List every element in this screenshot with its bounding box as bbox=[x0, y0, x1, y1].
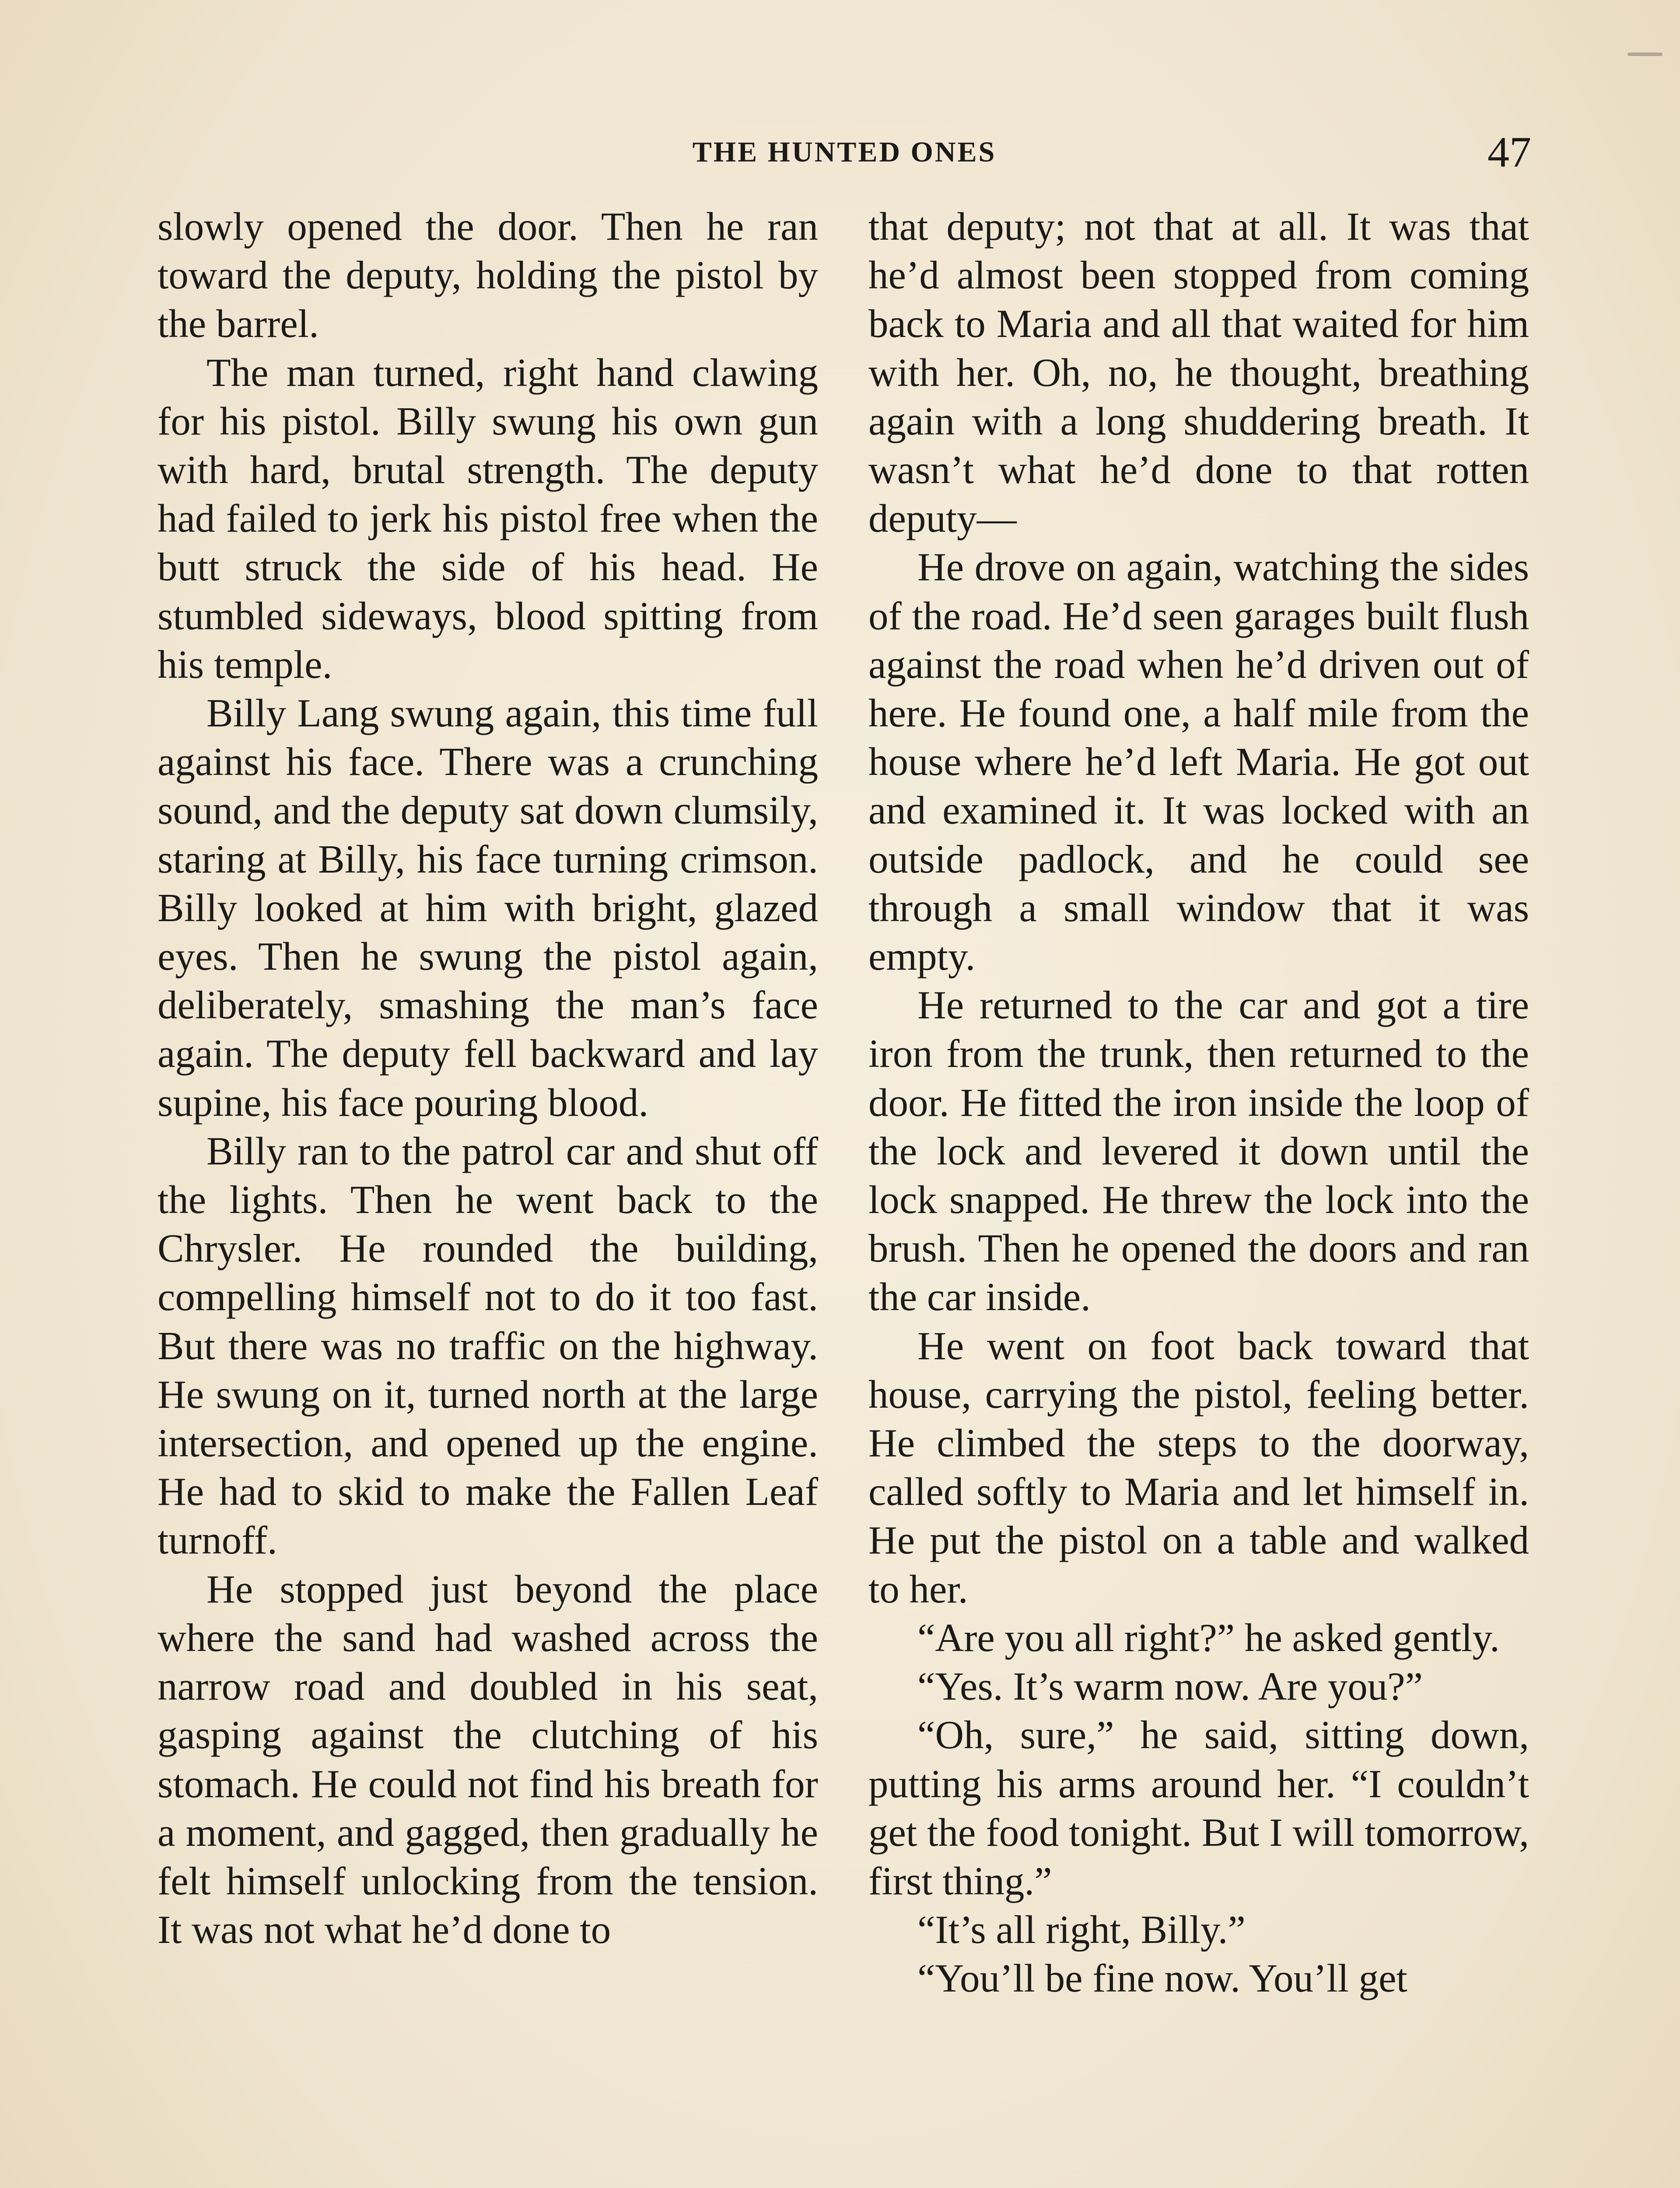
page-number: 47 bbox=[1488, 128, 1531, 176]
running-head: THE HUNTED ONES bbox=[692, 136, 997, 168]
paragraph: The man turned, right hand clawing for his pistol. Billy swung his own gun with hard, brutal strength. The deputy had failed to jerk his pistol free when the butt struck the side of his head. He stumbled sideways, blood spitting from his temple. bbox=[158, 350, 818, 687]
paragraph: He stopped just beyond the place where the sand had washed across the narrow road and doubled in his seat, gasping against the clutching of his stomach. He could not find his breath for a moment, and gagged, then gradually he felt himself unlocking from the tension. It was not what he’d done to bbox=[158, 1567, 818, 1952]
dialogue-line: “Are you all right?” he asked gently. bbox=[917, 1615, 1500, 1660]
dialogue-line: “It’s all right, Billy.” bbox=[917, 1907, 1246, 1952]
dialogue-line: “Oh, sure,” he said, sitting down, putting his arms around her. “I couldn’t get the food tonight. But I will tomorrow, first thing.” bbox=[868, 1713, 1529, 1903]
paragraph: that deputy; not that at all. It was that he’d almost been stopped from coming back to Maria and all that waited for him with her. Oh, no, he thought, breathing again with a long shuddering breath. It wasn’t what he’d done to that rotten deputy— bbox=[868, 204, 1529, 541]
paragraph: He returned to the car and got a tire iron from the trunk, then returned to the door. He fitted the iron inside the loop of the lock and levered it down until the lock snapped. He threw the lock into the brush. Then he opened the doors and ran the car inside. bbox=[868, 983, 1529, 1319]
paragraph: Billy ran to the patrol car and shut off the lights. Then he went back to the Chrysler. He rounded the building, compelling himself not to do it too fast. But there was no traffic on the highway. He swung on it, turned north at the large intersection, and opened up the engine. He had to skid to make the Fallen Leaf turnoff. bbox=[158, 1129, 818, 1563]
dialogue-line: “Yes. It’s warm now. Are you?” bbox=[917, 1664, 1423, 1709]
paragraph: Billy Lang swung again, this time full against his face. There was a crunching sound, and the deputy sat down clumsily, staring at Billy, his face turning crimson. Billy looked at him with bright, glazed eyes. Then he swung the pistol again, deliberately, smashing the man’s face again. The deputy fell backward and lay supine, his face pouring blood. bbox=[158, 691, 818, 1125]
paragraph: He went on foot back toward that house, carrying the pistol, feeling better. He climbed the steps to the doorway, called softly to Maria and let himself in. He put the pistol on a table and walked to her. bbox=[868, 1323, 1529, 1611]
left-column bbox=[158, 202, 818, 1954]
page-edge-mark bbox=[1628, 53, 1662, 56]
page-header bbox=[158, 127, 1531, 179]
right-column bbox=[868, 202, 1529, 2003]
paragraph: slowly opened the door. Then he ran toward the deputy, holding the pistol by the barrel. bbox=[158, 204, 818, 346]
paragraph: He drove on again, watching the sides of the road. He’d seen garages built flush against the road when he’d driven out of here. He found one, a half mile from the house where he’d left Maria. He got out and examined it. It was locked with an outside padlock, and he could see through a small window that it was empty. bbox=[868, 545, 1529, 979]
dialogue-line: “You’ll be fine now. You’ll get bbox=[917, 1956, 1407, 2001]
